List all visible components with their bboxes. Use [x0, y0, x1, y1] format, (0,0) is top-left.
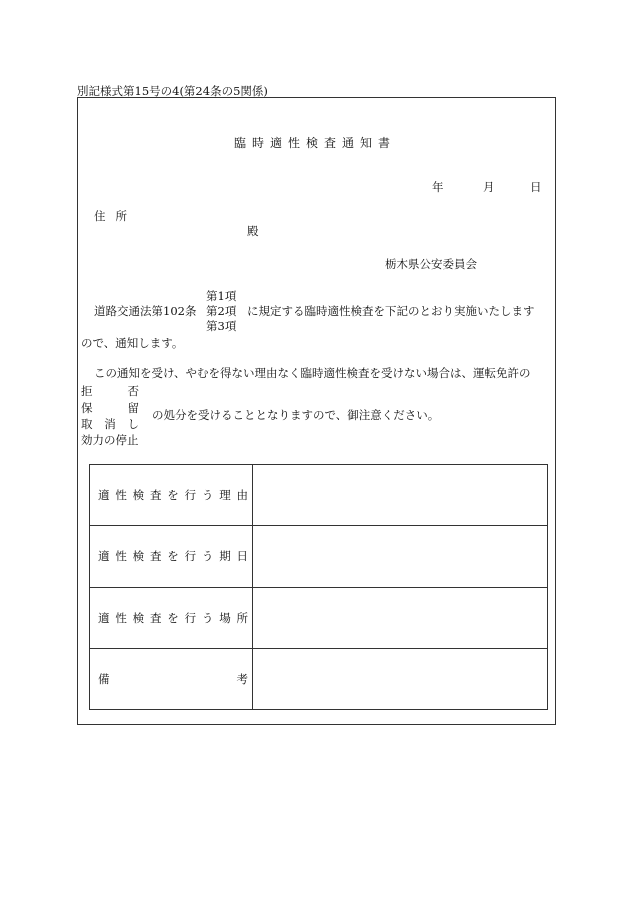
notice-text-line2: の処分を受けることとなりますので、御注意ください。 [152, 408, 440, 422]
row-label-place [90, 587, 253, 648]
issuer-name: 栃木県公安委員会 [385, 257, 477, 271]
penalty-option: 拒 否 [81, 384, 139, 398]
date-month-label: 月 [483, 180, 495, 194]
address-label: 住所 [94, 209, 137, 223]
date-day-label: 日 [530, 180, 542, 194]
table-row [90, 465, 548, 526]
label-text: 適 性 検 査 を 行 う 理 由 [98, 488, 248, 503]
row-value-place [253, 587, 548, 648]
penalty-option: 保 留 [81, 401, 139, 415]
penalty-option: 効力の停止 [81, 433, 139, 447]
row-value-date [253, 526, 548, 587]
body-text-ending: ので、通知します。 [81, 336, 184, 350]
label-text: 適 性 検 査 を 行 う 期 日 [98, 549, 248, 564]
row-label-date [90, 526, 253, 587]
form-reference: 別記様式第15号の4(第24条の5関係) [77, 84, 268, 98]
label-text: 備 考 [98, 671, 248, 686]
row-label-remarks [90, 648, 253, 709]
law-article: 道路交通法第102条 [94, 304, 197, 318]
table-row [90, 648, 548, 709]
clause-option: 第3項 [206, 319, 237, 333]
clause-option: 第1項 [206, 289, 237, 303]
label-text: 適 性 検 査 を 行 う 場 所 [98, 610, 248, 625]
table-row [90, 587, 548, 648]
penalty-option: 取 消 し [81, 417, 139, 431]
document-title: 臨時適性検査通知書 [233, 136, 396, 150]
body-text-continuation: に規定する臨時適性検査を下記のとおり実施いたします [247, 304, 535, 318]
inspection-details-table [89, 464, 548, 710]
row-value-reason [253, 465, 548, 526]
date-year-label: 年 [432, 180, 444, 194]
clause-option: 第2項 [206, 304, 237, 318]
row-value-remarks [253, 648, 548, 709]
table-row [90, 526, 548, 587]
notice-text-line1: この通知を受け、やむを得ない理由なく臨時適性検査を受けない場合は、運転免許の [94, 366, 531, 380]
recipient-honorific: 殿 [247, 224, 259, 238]
row-label-reason [90, 465, 253, 526]
